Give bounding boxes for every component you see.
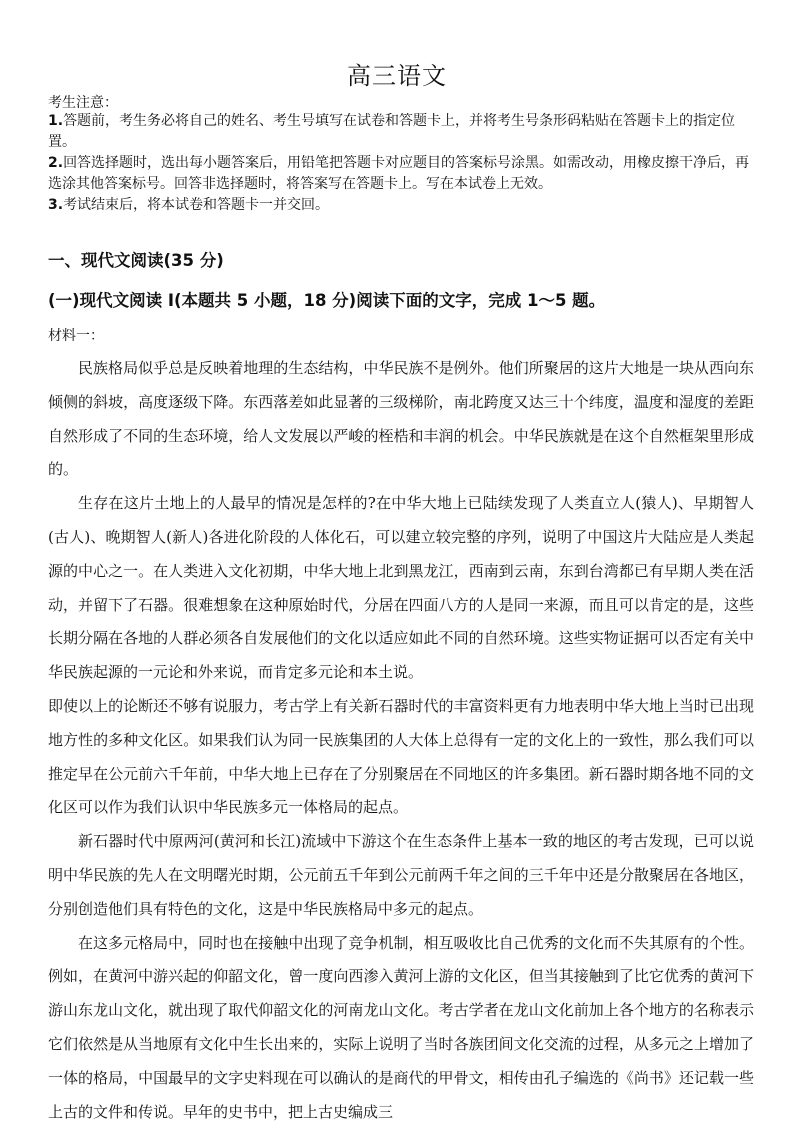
notice-item-number: 3. xyxy=(48,197,64,213)
notice-item-text: 考试结束后，将本试卷和答题卡一并交回。 xyxy=(63,197,330,213)
notice-item-number: 1. xyxy=(48,113,64,129)
passage-paragraph: 新石器时代中原两河(黄河和长江)流域中下游这个在生态条件上基本一致的地区的考古发现，已可以说明中华民族的先人在文明曙光时期，公元前五千年到公元前两千年之间的三千年中还是分散聚居在各地区，分别创造他们具有特色的文化，这是中华民族格局中多元的起点。 xyxy=(48,832,754,918)
notice-item-3 xyxy=(48,195,754,216)
notice-item-number: 2. xyxy=(48,155,64,171)
passage-paragraph: 即使以上的论断还不够有说服力，考古学上有关新石器时代的丰富资料更有力地表明中华大地上当时已出现地方性的多种文化区。如果我们认为同一民族集团的人大体上总得有一定的文化上的一致性，那么我们可以推定早在公元前六千年前，中华大地上已存在了分别聚居在不同地区的许多集团。新石器时期各地不同的文化区可以作为我们认识中华民族多元一体格局的起点。 xyxy=(48,696,754,817)
material-label: 材料一： xyxy=(48,328,104,344)
notice-heading: 考生注意： xyxy=(48,95,118,111)
passage-paragraph: 生存在这片土地上的人最早的情况是怎样的?在中华大地上已陆续发现了人类直立人(猿人)、早期智人(古人)、晚期智人(新人)各进化阶段的人体化石，可以建立较完整的序列，说明了中国这片大陆应是人类起源的中心之一。在人类进入文化初期，中华大地上北到黑龙江，西南到云南，东到台湾都已有早期人类在活动，并留下了石器。很难想象在这种原始时代，分居在四面八方的人是同一来源，而且可以肯定的是，这些长期分隔在各地的人群必须各自发展他们的文化以适应如此不同的自然环境。这些实物证据可以否定有关中华民族起源的一元论和外来说，而肯定多元论和本土说。 xyxy=(48,494,754,682)
reading-passage xyxy=(48,352,754,1129)
notice-item-text: 答题前，考生务必将自己的姓名、考生号填写在试卷和答题卡上，并将考生号条形码粘贴在答题卡上的指定位置。 xyxy=(48,113,736,150)
notice-item-text: 回答选择题时，选出每小题答案后，用铅笔把答题卡对应题目的答案标号涂黑。如需改动，用橡皮擦干净后，再选涂其他答案标号。回答非选择题时，将答案写在答题卡上。写在本试卷上无效。 xyxy=(48,155,750,192)
notice-item-1 xyxy=(48,111,754,153)
notice-item-2 xyxy=(48,153,754,195)
subsection-heading: (一)现代文阅读 I(本题共 5 小题，18 分)阅读下面的文字，完成 1～5 题。 xyxy=(48,291,606,310)
passage-paragraph: 在这多元格局中，同时也在接触中出现了竞争机制，相互吸收比自己优秀的文化而不失其原有的个性。例如，在黄河中游兴起的仰韶文化，曾一度向西渗入黄河上游的文化区，但当其接触到了比它优秀的黄河下游山东龙山文化，就出现了取代仰韶文化的河南龙山文化。考古学者在龙山文化前加上各个地方的名称表示它们依然是从当地原有文化中生长出来的，实际上说明了当时各族团间文化交流的过程，从多元之上增加了一体的格局，中国最早的文字史料现在可以确认的是商代的甲骨文，相传由孔子编选的《尚书》还记载一些上古的文件和传说。早年的史书中，把上古史编成三 xyxy=(48,933,754,1121)
passage-paragraph: 民族格局似乎总是反映着地理的生态结构，中华民族不是例外。他们所聚居的这片大地是一块从西向东倾侧的斜坡，高度逐级下降。东西落差如此显著的三级梯阶，南北跨度又达三十个纬度，温度和湿度的差距自然形成了不同的生态环境，给人文发展以严峻的桎梏和丰润的机会。中华民族就是在这个自然框架里形成的。 xyxy=(48,359,754,479)
section-heading: 一、现代文阅读(35 分) xyxy=(48,251,224,270)
page-title: 高三语文 xyxy=(347,62,447,90)
